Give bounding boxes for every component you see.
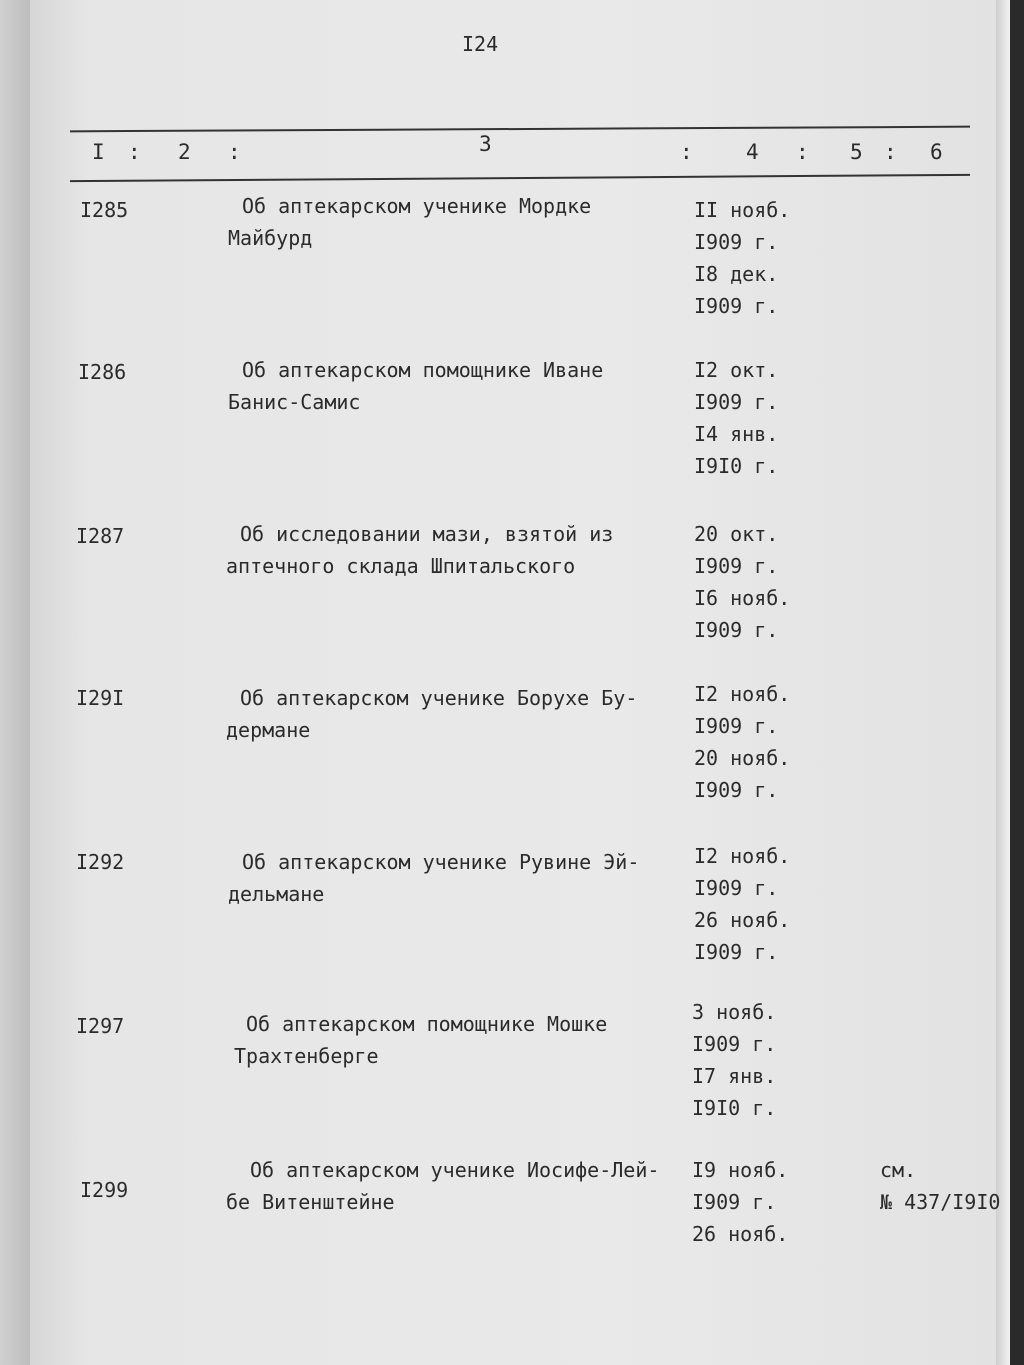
row-dates: II нояб. I909 г. I8 дек. I909 г. xyxy=(694,198,791,318)
row-title: Об аптекарском ученике Иосифе-Лей- бе Витенштейне xyxy=(226,1158,660,1214)
page-number: I24 xyxy=(462,32,499,56)
row-number: I285 xyxy=(80,198,129,222)
row-title: Об аптекарском помощнике Мошке Трахтенберге xyxy=(234,1012,608,1068)
row-number: I299 xyxy=(80,1178,129,1202)
column-header-separator: : xyxy=(680,140,693,164)
row-number: I297 xyxy=(76,1014,125,1038)
row-dates: 20 окт. I909 г. I6 нояб. I909 г. xyxy=(694,522,791,642)
row-title: Об аптекарском ученике Борухе Бу- дермане xyxy=(226,686,638,742)
page-edge-left xyxy=(0,0,30,1365)
column-header-1: I xyxy=(92,140,105,164)
column-header-3: 3 xyxy=(479,132,492,156)
row-title: Об аптекарском помощнике Иване Банис-Самис xyxy=(228,358,604,414)
column-header-2: 2 xyxy=(178,140,191,164)
column-header-separator: : xyxy=(884,140,897,164)
column-header-6: 6 xyxy=(930,140,943,164)
row-dates: I9 нояб. I909 г. 26 нояб. xyxy=(692,1158,789,1246)
row-title: Об исследовании мази, взятой из аптечного склада Шпитальского xyxy=(226,522,614,578)
column-header-4: 4 xyxy=(746,140,759,164)
row-title: Об аптекарском ученике Мордке Майбурд xyxy=(228,194,592,250)
column-header-5: 5 xyxy=(850,140,863,164)
column-header-separator: : xyxy=(128,140,141,164)
row-dates: 3 нояб. I909 г. I7 янв. I9I0 г. xyxy=(692,1000,777,1120)
row-dates: I2 нояб. I909 г. 26 нояб. I909 г. xyxy=(694,844,791,964)
row-number: I287 xyxy=(76,524,125,548)
row-dates: I2 окт. I909 г. I4 янв. I9I0 г. xyxy=(694,358,779,478)
row-note: см. № 437/I9I0 xyxy=(880,1158,1001,1214)
row-number: I292 xyxy=(76,850,125,874)
row-number: I29I xyxy=(76,686,125,710)
column-header-separator: : xyxy=(796,140,809,164)
row-title: Об аптекарском ученике Рувине Эй- дельмане xyxy=(228,850,640,906)
row-dates: I2 нояб. I909 г. 20 нояб. I909 г. xyxy=(694,682,791,802)
row-number: I286 xyxy=(78,360,127,384)
column-header-separator: : xyxy=(228,140,241,164)
